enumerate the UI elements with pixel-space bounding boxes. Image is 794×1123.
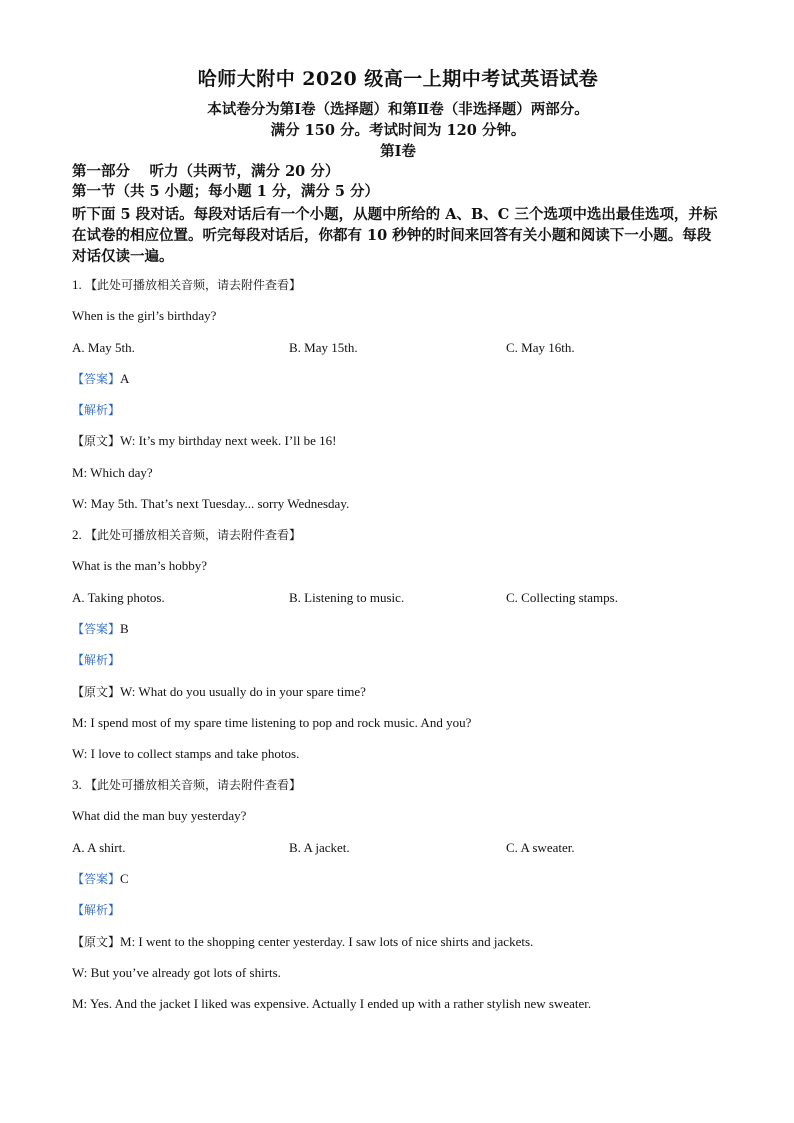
listening-instructions: 听下面 5 段对话。每段对话后有一个小题，从题中所给的 A、B、C 三个选项中选出最佳选项，并标在试卷的相应位置。听完每段对话后，你都有 10 秒钟的时间来回答有关小题和阅读下一小题。每段对话仅读一遍。: [72, 206, 718, 265]
original-label: 【原文】: [72, 684, 121, 699]
volume-heading: 第Ⅰ卷: [380, 143, 416, 160]
answer-label: 【答案】: [72, 872, 121, 887]
exam-page: [72, 64, 724, 1012]
transcript-line: M: Yes. And the jacket I liked was expensive. Actually I ended up with a rather stylish new sweater.: [72, 996, 592, 1012]
original-label: 【原文】: [72, 934, 121, 949]
question-audio-line: [72, 777, 724, 793]
option-a: A. Taking photos.: [72, 589, 165, 605]
transcript-line: [72, 934, 724, 950]
analysis-label: 【解析】: [72, 903, 121, 918]
question-block: [72, 777, 724, 1012]
subsection-heading: 第一节（共 5 小题；每小题 1 分，满分 5 分）: [72, 183, 380, 200]
audio-note[interactable]: 【此处可播放相关音频，请去附件查看】: [85, 528, 302, 543]
audio-note[interactable]: 【此处可播放相关音频，请去附件查看】: [85, 778, 302, 793]
answer-label: 【答案】: [72, 371, 121, 386]
question-block: [72, 277, 724, 512]
answer-value: A: [120, 370, 130, 386]
answer-line: [72, 871, 724, 887]
transcript-line: W: But you’ve already got lots of shirts.: [72, 964, 281, 980]
transcript-line: M: I spend most of my spare time listening to pop and rock music. And you?: [72, 714, 472, 730]
analysis-label: 【解析】: [72, 653, 121, 668]
analysis-line: [72, 402, 724, 418]
option-c: C. May 16th.: [506, 339, 575, 355]
analysis-label: 【解析】: [72, 403, 121, 418]
transcript-line: W: I love to collect stamps and take photos.: [72, 746, 300, 762]
question-text: What is the man’s hobby?: [72, 558, 208, 574]
answer-label: 【答案】: [72, 621, 121, 636]
transcript-text: W: What do you usually do in your spare time?: [120, 683, 366, 699]
answer-value: C: [120, 871, 129, 887]
question-text: What did the man buy yesterday?: [72, 808, 247, 824]
exam-intro: 本试卷分为第Ⅰ卷（选择题）和第Ⅱ卷（非选择题）两部分。: [207, 101, 589, 118]
option-a: A. May 5th.: [72, 339, 135, 355]
answer-value: B: [120, 620, 129, 636]
audio-note[interactable]: 【此处可播放相关音频，请去附件查看】: [85, 278, 302, 292]
option-b: B. May 15th.: [289, 339, 358, 355]
part-heading: 第一部分 听力（共两节，满分 20 分）: [72, 163, 340, 180]
transcript-line: W: May 5th. That’s next Tuesday... sorry Wednesday.: [72, 496, 350, 512]
options-row: [72, 340, 724, 356]
question-audio-line: [72, 277, 724, 293]
option-c: C. A sweater.: [506, 839, 575, 855]
option-b: B. Listening to music.: [289, 589, 405, 605]
exam-score-time: 满分 150 分。考试时间为 120 分钟。: [270, 122, 526, 139]
transcript-line: M: Which day?: [72, 464, 153, 480]
transcript-line: [72, 433, 724, 449]
transcript-text: M: I went to the shopping center yesterday. I saw lots of nice shirts and jackets.: [120, 933, 534, 949]
original-label: 【原文】: [72, 434, 121, 449]
question-number: 1.: [72, 277, 82, 292]
question-number: 2.: [72, 527, 82, 543]
option-a: A. A shirt.: [72, 839, 126, 855]
option-c: C. Collecting stamps.: [506, 589, 618, 605]
transcript-line: [72, 684, 724, 700]
transcript-text: W: It’s my birthday next week. I’ll be 16!: [120, 433, 337, 449]
page-title: 哈师大附中 2020 级高一上期中考试英语试卷: [197, 68, 599, 90]
options-row: [72, 590, 724, 606]
options-row: [72, 840, 724, 856]
analysis-line: [72, 902, 724, 918]
answer-line: [72, 371, 724, 387]
answer-line: [72, 621, 724, 637]
option-b: B. A jacket.: [289, 839, 350, 855]
question-number: 3.: [72, 777, 82, 793]
analysis-line: [72, 652, 724, 668]
question-text: When is the girl’s birthday?: [72, 308, 217, 324]
question-audio-line: [72, 527, 724, 543]
question-block: [72, 527, 724, 762]
